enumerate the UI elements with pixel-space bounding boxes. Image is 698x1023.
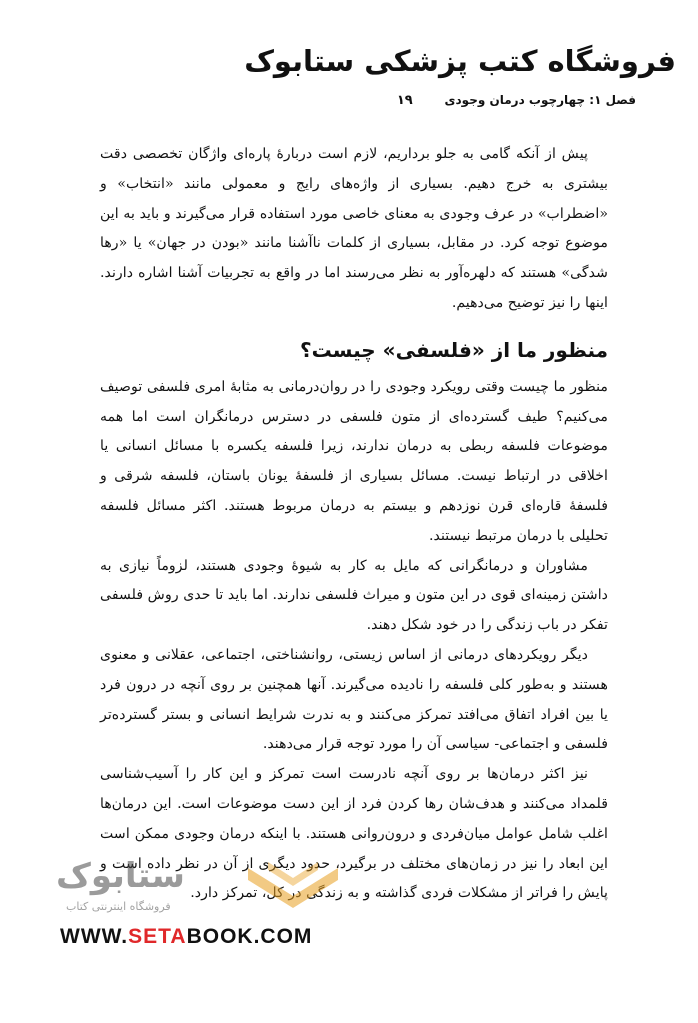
paragraph-2: مشاوران و درمانگرانی که مایل به کار به شیوۀ وجودی هستند، لزوماً نیازی به داشتن زمینه‌ای قوی در این متون و میراث فلسفی ندارند. اما باید تا حدی روش فلسفی تفکر در باب زندگی را در خود شکل دهند.: [100, 557, 608, 634]
footer-url-highlight: SETA: [128, 925, 187, 948]
footer-url-suffix: BOOK.COM: [186, 925, 313, 948]
chapter-title: فصل ۱: چهارچوب درمان وجودی: [444, 93, 636, 107]
paragraph-3: دیگر رویکردهای درمانی از اساس زیستی، روانشناختی، اجتماعی، عقلانی و معنوی هستند و به‌طور کلی فلسفه را نادیده می‌گیرند. آنها همچنین بر روی آنچه در درون فرد یا بین افراد اتفاق می‌افتد تمرکز می‌کنند و به ندرت شرایط انسانی و بستر گسترده‌تر فلسفی و اجتماعی- سیاسی آن را مورد توجه قرار می‌دهند.: [100, 646, 608, 753]
paragraph-1: منظور ما چیست وقتی رویکرد وجودی را در روان‌درمانی به مثابۀ امری فلسفی توصیف می‌کنیم؟ طیف گسترده‌ای از متون فلسفی در دسترس درمانگران است اما همه موضوعات فلسفه ربطی به درمان ندارند، زیرا فلسفه یکسره با مسائل انسانی یا اخلاقی در ارتباط نیست. مسائل بسیاری از فلسفۀ یونان باستان، فلسفه شرقی و فلسفۀ قاره‌ای قرن نوزدهم و بیستم به درمان مربوط هستند. اکثر مسائل فلسفه تحلیلی با درمان مرتبط نیستند.: [100, 378, 608, 544]
page-number: ۱۹: [396, 93, 413, 108]
running-head: [396, 93, 636, 108]
intro-paragraph: پیش از آنکه گامی به جلو برداریم، لازم است دربارۀ پاره‌ای واژگان تخصصی دقت بیشتری به خرج دهیم. بسیاری از واژه‌های رایج و معمولی مانند «انتخاب» و «اضطراب» در عرف وجودی به معنای خاصی مورد استفاده قرار می‌گیرند و باید به این موضوع توجه کرد. در مقابل، بسیاری از کلمات ناآشنا مانند «بودن در جهان» یا «رها شدگی» هستند که دلهره‌آور به نظر می‌رسند اما در واقع به تجربیات آشنا اشاره دارند. اینها را نیز توضیح می‌دهیم.: [100, 146, 608, 311]
site-title: فروشگاه کتب پزشکی ستابوک: [244, 44, 676, 78]
footer-website[interactable]: [60, 925, 312, 949]
watermark-brand: ستابوک: [56, 856, 185, 896]
watermark-subtitle: فروشگاه اینترنتی کتاب: [66, 900, 171, 913]
watermark-logo: [48, 852, 360, 932]
paragraph-4: نیز اکثر درمان‌ها بر روی آنچه نادرست است تمرکز و این کار را آسیب‌شناسی قلمداد می‌کنند و هدف‌شان رها کردن فرد از این دست موضوعات است. این درمان‌ها اغلب شامل عوامل میان‌فردی و درون‌روانی هستند. با اینکه درمان وجودی ممکن است این ابعاد را نیز در زمان‌های مختلف در برگیرد، حدود دیگری از آن در نظر داده است و پایش را فراتر از مشکلات فردی گذاشته و به زندگی در کل، تمرکز دارد.: [100, 766, 608, 902]
watermark-chevron-icon: [238, 858, 348, 918]
section-heading: منظور ما از «فلسفی» چیست؟: [300, 337, 608, 362]
body-text: [100, 140, 608, 909]
footer-url-prefix: WWW.: [60, 925, 129, 948]
